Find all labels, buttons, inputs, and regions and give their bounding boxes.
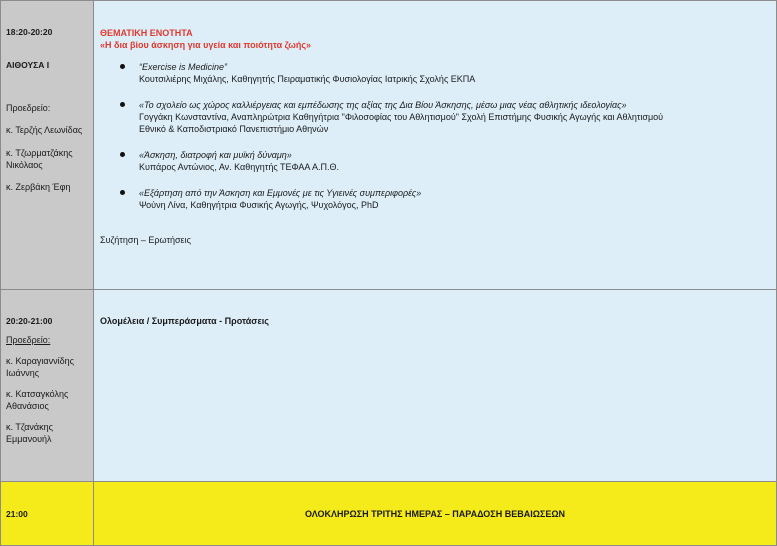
bullet-icon <box>120 64 125 69</box>
session2-content: Ολομέλεια / Συμπεράσματα - Προτάσεις <box>100 316 269 326</box>
session-row-1 <box>1 1 777 290</box>
session3-content-cell <box>94 482 777 546</box>
talk-speaker-1: Κουτσιλιέρης Μιχάλης, Καθηγητής Πειραματικής Φυσιολογίας Ιατρικής Σχολής ΕΚΠΑ <box>139 74 476 84</box>
talk-speaker-2: Γογγάκη Κωνσταντίνα, Αναπληρώτρια Καθηγήτρια "Φιλοσοφίας του Αθλητισμού" Σχολή Επιστήμης Φυσικής Αγωγής και Αθλητισμού <box>139 112 664 122</box>
session2-content-cell <box>94 290 777 482</box>
session1-chair-1: κ. Τερζής Λεωνίδας <box>6 125 83 135</box>
talk-speaker-3: Κυπάρος Αντώνιος, Αν. Καθηγητής ΤΕΦΑΑ Α.Π.Θ. <box>139 162 339 172</box>
session3-left-cell <box>1 482 94 546</box>
talk-item-1 <box>120 61 776 85</box>
session1-content-cell <box>94 1 777 290</box>
talk-item-4 <box>120 187 776 211</box>
session1-time: 18:20-20:20 <box>6 27 53 37</box>
talk-speaker-2-affiliation: Εθνικό & Καποδιστριακό Πανεπιστήμιο Αθηνών <box>139 124 329 134</box>
session1-room: ΑΙΘΟΥΣΑ Ι <box>6 60 50 70</box>
session1-discussion: Συζήτηση – Ερωτήσεις <box>100 235 191 245</box>
session1-chair-2: κ. Τζωρματζάκης Νικόλαος <box>6 148 73 170</box>
bullet-icon <box>120 190 125 195</box>
talk-title-3: «Άσκηση, διατροφή και μυϊκή δύναμη» <box>139 150 292 160</box>
talk-speaker-4: Ψούνη Λίνα, Καθηγήτρια Φυσικής Αγωγής, Ψυχολόγος, PhD <box>139 200 379 210</box>
session1-left-cell <box>1 1 94 290</box>
bullet-icon <box>120 102 125 107</box>
session2-left-cell <box>1 290 94 482</box>
session2-chair-2: κ. Κατσαγκόλης Αθανάσιος <box>6 389 69 411</box>
session2-chair-1: κ. Καραγιαννίδης Ιωάννης <box>6 356 74 378</box>
session3-content: ΟΛΟΚΛΗΡΩΣΗ ΤΡΙΤΗΣ ΗΜΕΡΑΣ – ΠΑΡΑΔΟΣΗ ΒΕΒΑΙΩΣΕΩΝ <box>304 508 566 519</box>
session1-heading: ΘΕΜΑΤΙΚΗ ΕΝΟΤΗΤΑ <box>100 28 193 38</box>
session1-presidium-label: Προεδρείο: <box>6 103 51 113</box>
session2-time: 20:20-21:00 <box>6 316 53 326</box>
talk-title-1: “Exercise is Medicine” <box>139 62 228 72</box>
session2-presidium-label: Προεδρείο: <box>6 335 51 345</box>
session1-chair-3: κ. Ζερβάκη Έφη <box>6 182 71 192</box>
session3-time: 21:00 <box>6 508 28 519</box>
talk-title-2: «Το σχολείο ως χώρος καλλιέργειας και εμπέδωσης της αξίας της Δια Βίου Άσκησης, μέσω μιας νέας αθλητικής ιδεολογίας» <box>139 100 627 110</box>
bullet-icon <box>120 152 125 157</box>
talk-item-2 <box>120 99 776 135</box>
talk-item-3 <box>120 149 776 173</box>
session-row-2 <box>1 290 777 482</box>
talk-title-4: «Εξάρτηση από την Άσκηση και Εμμονές με τις Υγιεινές συμπεριφορές» <box>139 188 422 198</box>
session2-chair-3: κ. Τζανάκης Εμμανουήλ <box>6 422 53 444</box>
session-row-3 <box>1 482 777 546</box>
session1-subheading: «Η δια βίου άσκηση για υγεία και ποιότητα ζωής» <box>100 40 312 50</box>
